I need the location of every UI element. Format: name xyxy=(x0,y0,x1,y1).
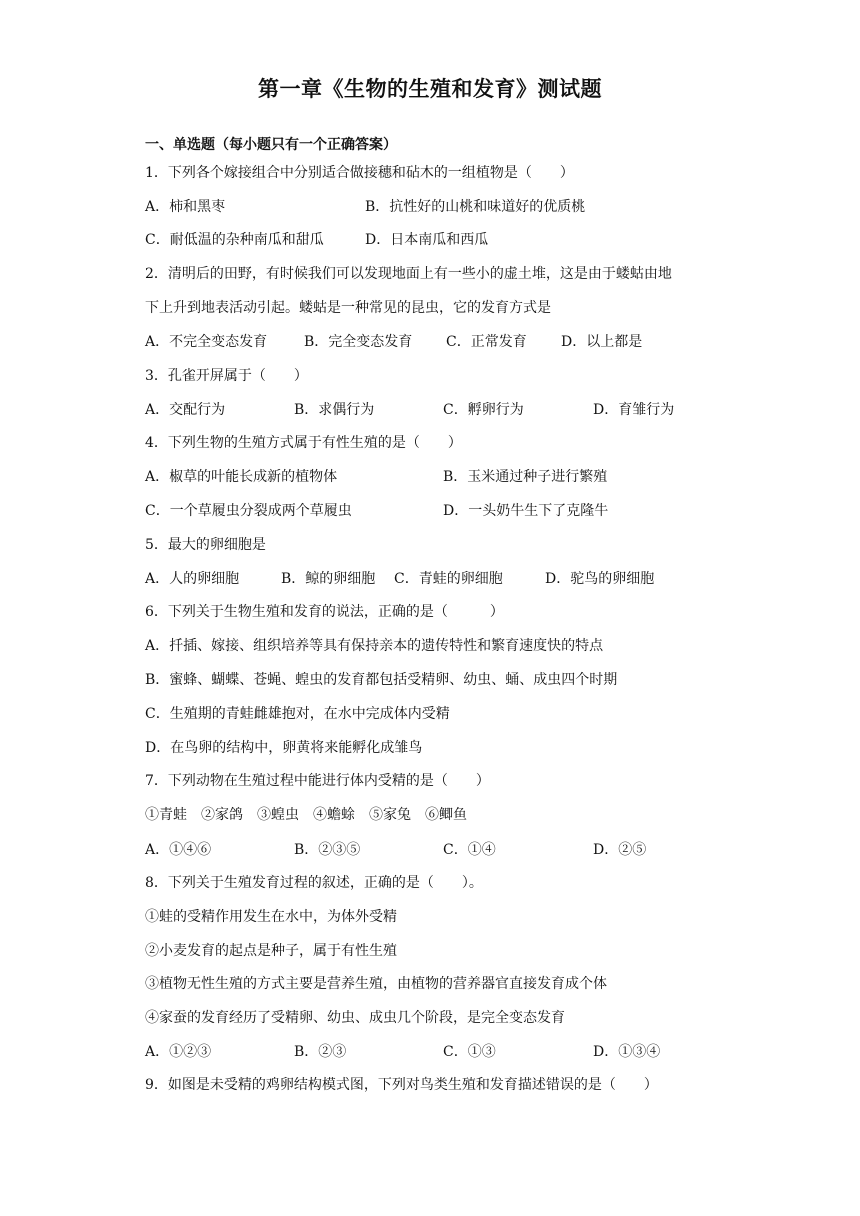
section-heading: 一、单选题（每小题只有一个正确答案） xyxy=(145,137,397,153)
question-3-option-c: C．孵卵行为 xyxy=(443,402,524,418)
question-8-option-d: D．①③④ xyxy=(593,1044,661,1060)
question-8-statement-2: ②小麦发育的起点是种子，属于有性生殖 xyxy=(145,943,397,959)
question-8-statement-4: ④家蚕的发育经历了受精卵、幼虫、成虫几个阶段，是完全变态发育 xyxy=(145,1010,565,1026)
question-7-stem: 7．下列动物在生殖过程中能进行体内受精的是（ ） xyxy=(145,773,490,789)
question-6-option-b: B．蜜蜂、蝴蝶、苍蝇、蝗虫的发育都包括受精卵、幼虫、蛹、成虫四个时期 xyxy=(145,672,618,688)
question-5-option-d: D．驼鸟的卵细胞 xyxy=(545,571,655,587)
question-7-option-b: B．②③⑤ xyxy=(294,842,361,858)
question-6-option-a: A．扦插、嫁接、组织培养等具有保持亲本的遗传特性和繁育速度快的特点 xyxy=(145,638,604,654)
question-3-option-d: D．育雏行为 xyxy=(593,402,675,418)
question-7-option-d: D．②⑤ xyxy=(593,842,647,858)
question-8-statement-1: ①蛙的受精作用发生在水中，为体外受精 xyxy=(145,909,397,925)
question-6-stem: 6．下列关于生物生殖和发育的说法，正确的是（ ） xyxy=(145,604,504,620)
question-4-option-b: B．玉米通过种子进行繁殖 xyxy=(443,469,608,485)
question-4-option-a: A．椒草的叶能长成新的植物体 xyxy=(145,469,338,485)
question-5-option-b: B．鲸的卵细胞 xyxy=(281,571,376,587)
question-5-stem: 5．最大的卵细胞是 xyxy=(145,537,266,553)
question-1-option-c: C．耐低温的杂种南瓜和甜瓜 xyxy=(145,232,324,248)
question-5-option-a: A．人的卵细胞 xyxy=(145,571,240,587)
question-2-stem-line-2: 下上升到地表活动引起。蝼蛄是一种常见的昆虫，它的发育方式是 xyxy=(145,300,551,316)
question-5-option-c: C．青蛙的卵细胞 xyxy=(394,571,503,587)
question-6-option-c: C．生殖期的青蛙雌雄抱对，在水中完成体内受精 xyxy=(145,706,450,722)
question-4-stem: 4．下列生物的生殖方式属于有性生殖的是（ ） xyxy=(145,435,462,451)
question-7-items: ①青蛙 ②家鸽 ③蝗虫 ④蟾蜍 ⑤家兔 ⑥鲫鱼 xyxy=(145,807,467,823)
question-2-stem-line-1: 2．清明后的田野，有时候我们可以发现地面上有一些小的虚土堆，这是由于蝼蛄由地 xyxy=(145,266,672,282)
question-7-option-a: A．①④⑥ xyxy=(145,842,212,858)
question-3-option-a: A．交配行为 xyxy=(145,402,226,418)
question-8-option-b: B．②③ xyxy=(294,1044,347,1060)
question-2-option-d: D．以上都是 xyxy=(561,334,643,350)
question-8-option-c: C．①③ xyxy=(443,1044,496,1060)
question-3-option-b: B．求偶行为 xyxy=(294,402,375,418)
question-9-stem: 9．如图是未受精的鸡卵结构模式图，下列对鸟类生殖和发育描述错误的是（ ） xyxy=(145,1077,658,1093)
question-1-option-b: B．抗性好的山桃和味道好的优质桃 xyxy=(365,199,586,215)
question-3-stem: 3．孔雀开屏属于（ ） xyxy=(145,368,308,384)
question-8-statement-3: ③植物无性生殖的方式主要是营养生殖，由植物的营养器官直接发育成个体 xyxy=(145,976,607,992)
question-1-stem: 1．下列各个嫁接组合中分别适合做接穗和砧木的一组植物是（ ） xyxy=(145,165,574,181)
question-8-option-a: A．①②③ xyxy=(145,1044,212,1060)
question-1-option-d: D．日本南瓜和西瓜 xyxy=(365,232,489,248)
page-title: 第一章《生物的生殖和发育》测试题 xyxy=(258,76,602,101)
question-4-option-c: C．一个草履虫分裂成两个草履虫 xyxy=(145,503,352,519)
question-2-option-c: C．正常发育 xyxy=(446,334,527,350)
question-1-option-a: A．柿和黑枣 xyxy=(145,199,226,215)
question-4-option-d: D．一头奶牛生下了克隆牛 xyxy=(443,503,609,519)
question-8-stem: 8．下列关于生殖发育过程的叙述，正确的是（ ）。 xyxy=(145,875,483,891)
question-7-option-c: C．①④ xyxy=(443,842,496,858)
question-6-option-d: D．在鸟卵的结构中，卵黄将来能孵化成雏鸟 xyxy=(145,740,423,756)
question-2-option-a: A．不完全变态发育 xyxy=(145,334,268,350)
question-2-option-b: B．完全变态发育 xyxy=(304,334,413,350)
